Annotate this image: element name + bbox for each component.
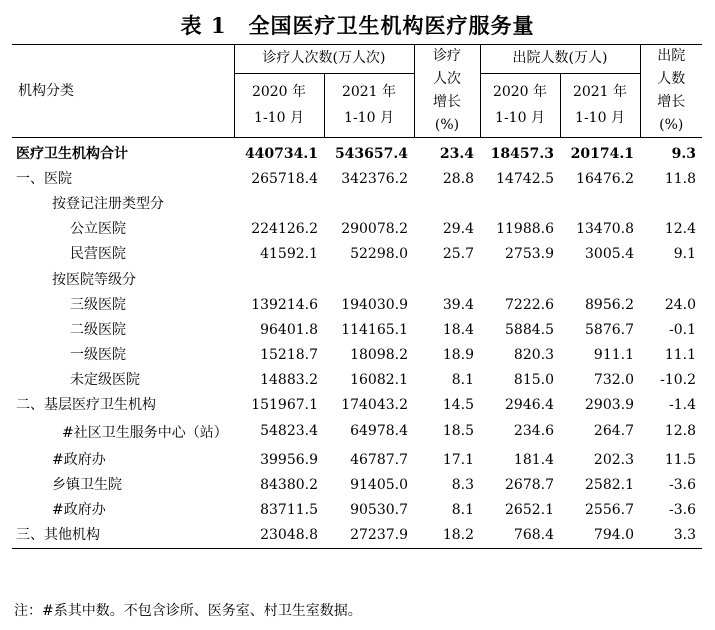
row-discharge-growth: 11.5 xyxy=(664,451,696,468)
header-visits-2020: 2020 年 1-10 月 xyxy=(234,73,324,137)
row-visits-2021: 91405.0 xyxy=(350,477,408,494)
row-discharge-2021 xyxy=(560,191,640,216)
row-name: 乡镇卫生院 xyxy=(52,477,122,494)
row-name: 未定级医院 xyxy=(70,372,140,389)
row-visits-growth: 8.1 xyxy=(451,502,474,519)
row-visits-2021: 27237.9 xyxy=(324,523,414,549)
header-discharge-group: 出院人数(万人) xyxy=(480,45,640,74)
table-row xyxy=(12,498,702,523)
row-discharge-growth: 12.4 xyxy=(664,221,696,238)
row-discharge-growth: 11.1 xyxy=(664,347,696,364)
table-row xyxy=(12,217,702,242)
row-discharge-growth xyxy=(640,191,702,216)
header-category: 机构分类 xyxy=(12,45,234,138)
row-visits-growth: 18.9 xyxy=(442,347,474,364)
row-visits-2021: 46787.7 xyxy=(350,451,408,468)
row-discharge-2020 xyxy=(480,191,560,216)
row-visits-growth: 28.8 xyxy=(442,170,474,187)
row-discharge-2020: 14742.5 xyxy=(496,170,554,187)
row-discharge-2020: 181.4 xyxy=(513,451,554,468)
row-name: 一、医院 xyxy=(16,170,72,187)
table-row xyxy=(12,292,702,317)
row-discharge-growth: 11.8 xyxy=(664,170,696,187)
row-discharge-growth: 24.0 xyxy=(664,296,696,313)
row-discharge-2020: 820.3 xyxy=(513,347,554,364)
row-visits-growth: 18.2 xyxy=(414,523,480,549)
row-visits-2020: 83711.5 xyxy=(260,502,318,519)
row-visits-growth: 14.5 xyxy=(442,397,474,414)
row-name: #社区卫生服务中心（站） xyxy=(62,424,228,441)
row-discharge-2021: 794.0 xyxy=(560,523,640,549)
medical-service-table xyxy=(12,44,702,549)
row-visits-2021: 90530.7 xyxy=(350,502,408,519)
row-visits-2021: 290078.2 xyxy=(341,221,408,238)
table-footnote: 注：#系其中数。不包含诊所、医务室、村卫生室数据。 xyxy=(14,603,362,619)
row-discharge-2021 xyxy=(560,267,640,292)
header-discharge-2021: 2021 年 1-10 月 xyxy=(560,73,640,137)
row-visits-growth xyxy=(414,191,480,216)
row-discharge-growth xyxy=(640,267,702,292)
row-visits-growth: 17.1 xyxy=(442,451,474,468)
row-visits-2020: 96401.8 xyxy=(260,321,318,338)
row-visits-2021 xyxy=(324,191,414,216)
row-discharge-2020: 2678.7 xyxy=(505,477,554,494)
row-discharge-growth: -3.6 xyxy=(669,477,696,494)
row-visits-2021: 194030.9 xyxy=(341,296,408,313)
row-visits-2021: 18098.2 xyxy=(350,347,408,364)
row-discharge-2021: 2582.1 xyxy=(585,477,634,494)
row-name: #政府办 xyxy=(52,502,106,519)
row-discharge-2020: 18457.3 xyxy=(490,145,554,162)
row-discharge-2021: 202.3 xyxy=(593,451,634,468)
row-visits-2021 xyxy=(324,267,414,292)
row-discharge-growth: -3.6 xyxy=(669,502,696,519)
row-discharge-2021: 264.7 xyxy=(593,423,634,440)
row-name: 二级医院 xyxy=(70,321,126,338)
row-discharge-2021: 3005.4 xyxy=(585,246,634,263)
row-discharge-growth: 12.8 xyxy=(664,423,696,440)
table-row xyxy=(12,418,702,447)
row-name: 民营医院 xyxy=(70,246,126,263)
row-discharge-2020: 2946.4 xyxy=(505,397,554,414)
row-discharge-2021: 8956.2 xyxy=(585,296,634,313)
row-discharge-2020: 2652.1 xyxy=(505,502,554,519)
row-visits-2020: 440734.1 xyxy=(244,145,318,162)
header-visits-growth: 诊疗 人次 增长 (%) xyxy=(414,45,480,138)
row-visits-2020: 23048.8 xyxy=(234,523,324,549)
header-visits-2021: 2021 年 1-10 月 xyxy=(324,73,414,137)
row-visits-growth: 18.4 xyxy=(442,321,474,338)
row-discharge-2020: 768.4 xyxy=(480,523,560,549)
row-visits-2020: 224126.2 xyxy=(251,221,318,238)
row-visits-2020 xyxy=(234,191,324,216)
row-visits-growth: 39.4 xyxy=(442,296,474,313)
row-discharge-growth: -1.4 xyxy=(669,397,696,414)
row-visits-2020: 84380.2 xyxy=(260,477,318,494)
table-row xyxy=(12,138,702,167)
row-visits-2020 xyxy=(234,267,324,292)
row-discharge-2020 xyxy=(480,267,560,292)
row-visits-2021: 52298.0 xyxy=(350,246,408,263)
row-discharge-2020: 7222.6 xyxy=(505,296,554,313)
row-discharge-2020: 11988.6 xyxy=(496,221,554,238)
row-visits-2021: 342376.2 xyxy=(341,170,408,187)
table-row xyxy=(12,393,702,418)
row-discharge-growth: -0.1 xyxy=(669,321,696,338)
row-discharge-2020: 815.0 xyxy=(513,372,554,389)
row-discharge-2021: 13470.8 xyxy=(576,221,634,238)
table-header xyxy=(12,45,702,138)
row-discharge-2020: 234.6 xyxy=(513,423,554,440)
row-name: 三级医院 xyxy=(70,296,126,313)
header-visits-group: 诊疗人次数(万人次) xyxy=(234,45,414,74)
row-visits-2021: 174043.2 xyxy=(341,397,408,414)
row-visits-2020: 15218.7 xyxy=(260,347,318,364)
row-visits-2020: 265718.4 xyxy=(251,170,318,187)
row-discharge-2021: 911.1 xyxy=(593,347,634,364)
row-visits-growth: 8.1 xyxy=(451,372,474,389)
row-discharge-2021: 20174.1 xyxy=(570,145,634,162)
table-row xyxy=(12,447,702,472)
row-discharge-growth: 9.3 xyxy=(671,145,696,162)
row-discharge-growth: 9.1 xyxy=(673,246,696,263)
row-name: 按医院等级分 xyxy=(52,271,136,288)
row-name: 公立医院 xyxy=(70,221,126,238)
row-visits-growth: 18.5 xyxy=(442,423,474,440)
row-visits-2020: 54823.4 xyxy=(260,423,318,440)
table-row xyxy=(12,166,702,191)
row-visits-2021: 543657.4 xyxy=(334,145,408,162)
row-discharge-2021: 2556.7 xyxy=(585,502,634,519)
row-visits-growth: 29.4 xyxy=(442,221,474,238)
table-row xyxy=(12,368,702,393)
row-visits-growth xyxy=(414,267,480,292)
row-visits-2020: 139214.6 xyxy=(251,296,318,313)
row-visits-growth: 23.4 xyxy=(439,145,474,162)
row-discharge-2021: 16476.2 xyxy=(576,170,634,187)
row-visits-2020: 39956.9 xyxy=(260,451,318,468)
row-name: #政府办 xyxy=(52,451,106,468)
row-visits-growth: 25.7 xyxy=(442,246,474,263)
table-title: 表 1 全国医疗卫生机构医疗服务量 xyxy=(180,13,535,38)
table-row xyxy=(12,267,702,292)
row-name: 按登记注册类型分 xyxy=(52,195,164,212)
table-row xyxy=(12,472,702,497)
row-discharge-2021: 5876.7 xyxy=(585,321,634,338)
row-visits-2021: 114165.1 xyxy=(341,321,408,338)
row-discharge-2020: 5884.5 xyxy=(505,321,554,338)
row-name: 医疗卫生机构合计 xyxy=(16,145,128,162)
row-discharge-2021: 2903.9 xyxy=(585,397,634,414)
row-visits-2020: 41592.1 xyxy=(260,246,318,263)
header-discharge-2020: 2020 年 1-10 月 xyxy=(480,73,560,137)
row-visits-2021: 64978.4 xyxy=(350,423,408,440)
row-discharge-growth: 3.3 xyxy=(640,523,702,549)
row-name: 二、基层医疗卫生机构 xyxy=(16,397,156,414)
row-discharge-growth: -10.2 xyxy=(660,372,696,389)
table-row xyxy=(12,523,702,549)
row-visits-2021: 16082.1 xyxy=(350,372,408,389)
row-visits-2020: 14883.2 xyxy=(260,372,318,389)
row-name: 三、其他机构 xyxy=(12,523,234,549)
table-body xyxy=(12,138,702,549)
table-row xyxy=(12,343,702,368)
table-row xyxy=(12,317,702,342)
table-row xyxy=(12,242,702,267)
row-visits-2020: 151967.1 xyxy=(251,397,318,414)
row-discharge-2020: 2753.9 xyxy=(505,246,554,263)
table-row xyxy=(12,191,702,216)
row-discharge-2021: 732.0 xyxy=(593,372,634,389)
header-discharge-growth: 出院 人数 增长 (%) xyxy=(640,45,702,138)
row-name: 一级医院 xyxy=(70,347,126,364)
row-visits-growth: 8.3 xyxy=(451,477,474,494)
